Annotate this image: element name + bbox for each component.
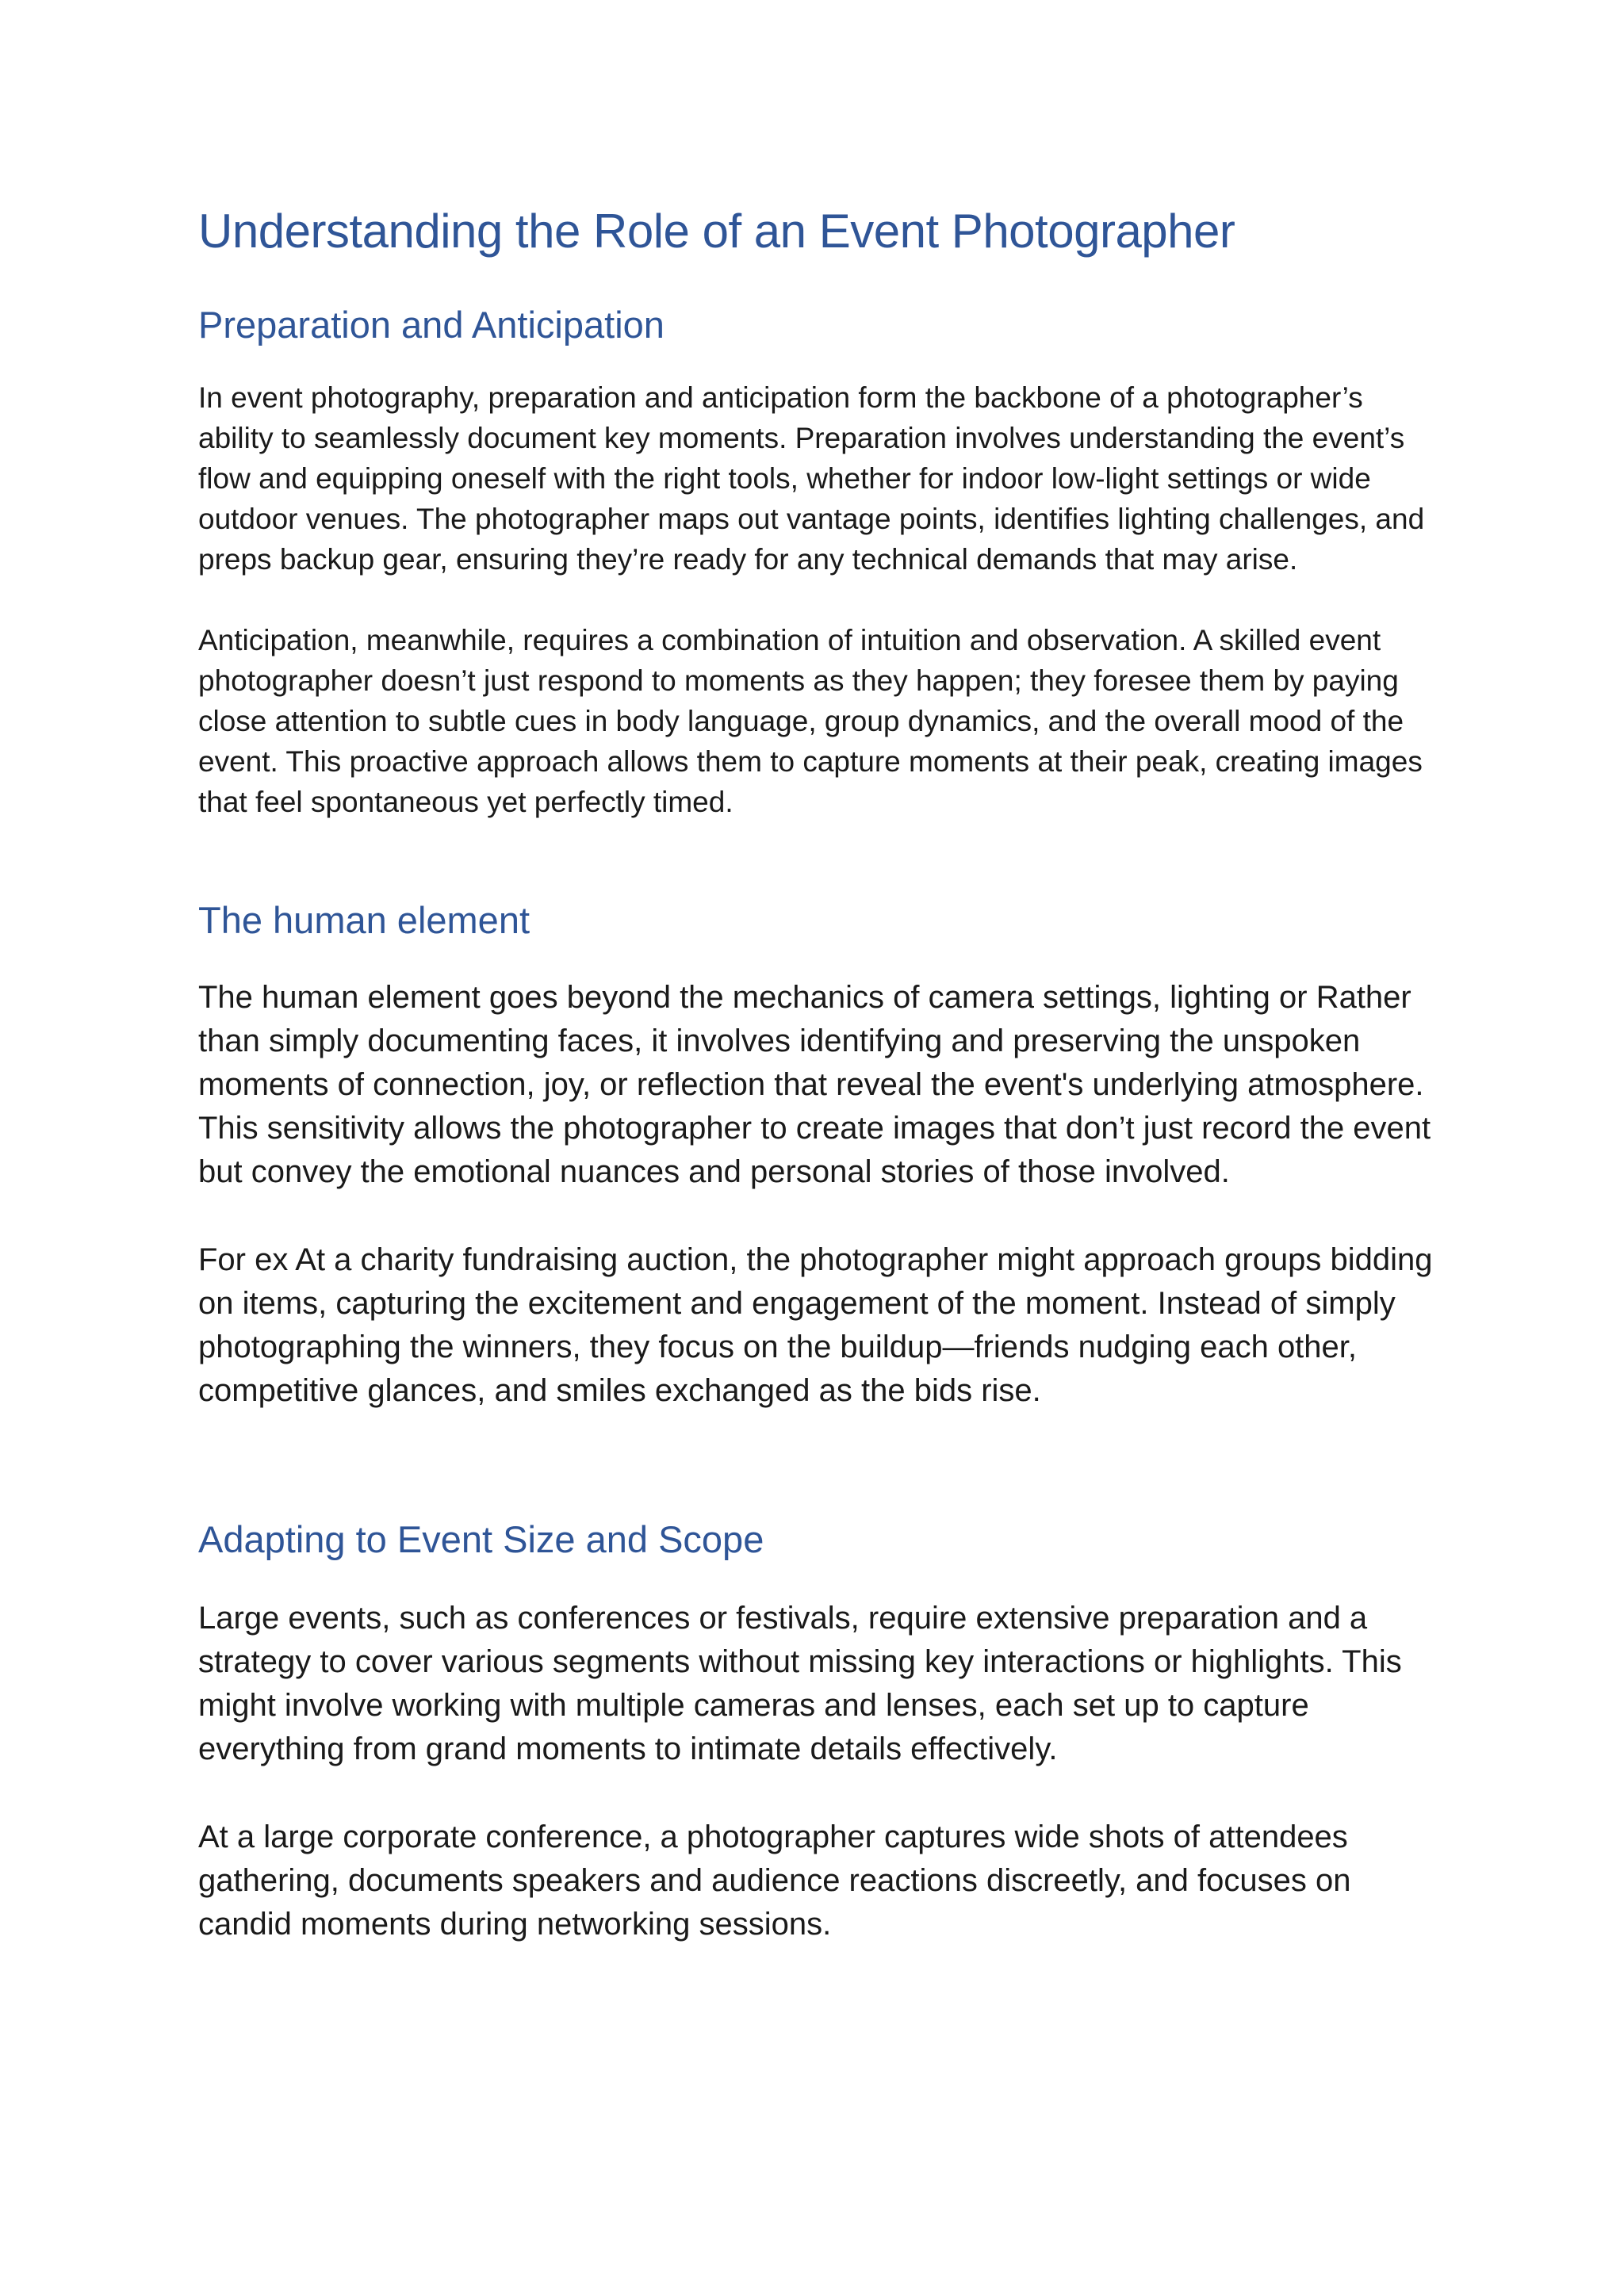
paragraph: Anticipation, meanwhile, requires a combination of intuition and observation. A skilled event photographer doesn’t just respond to moments as they happen; they foresee them by paying close attention to subtle cues in body language, group dynamics, and the overall mood of the event. This proactive approach allows them to capture moments at their peak, creating images that feel spontaneous yet perfectly timed. (198, 624, 1423, 818)
document-body (198, 198, 1443, 1946)
paragraph: Large events, such as conferences or festivals, require extensive preparation and a strategy to cover various segments without missing key interactions or highlights. This might involve working with multiple cameras and lenses, each set up to capture everything from grand moments to intimate details effectively. (198, 1601, 1402, 1766)
section-preparation-and-anticipation (198, 300, 1443, 822)
section-heading: The human element (198, 899, 530, 941)
section-adapting-to-event-size-and-scope (198, 1514, 1443, 1946)
section-the-human-element (198, 895, 1443, 1413)
paragraph: For ex At a charity fundraising auction, the photographer might approach groups bidding on items, capturing the excitement and engagement of the moment. Instead of simply photographing the winners, they focus on the buildup—friends nudging each other, competitive glances, and smiles exchanged as the bids rise. (198, 1242, 1433, 1408)
section-heading: Preparation and Anticipation (198, 304, 665, 346)
document-title: Understanding the Role of an Event Photographer (198, 205, 1235, 258)
paragraph: At a large corporate conference, a photographer captures wide shots of attendees gathering, documents speakers and audience reactions discreetly, and focuses on candid moments during networking sessions. (198, 1820, 1351, 1942)
section-heading: Adapting to Event Size and Scope (198, 1518, 764, 1560)
paragraph: In event photography, preparation and anticipation form the backbone of a photographer’s ability to seamlessly document key moments. Preparation involves understanding the event’s flow and equipping oneself with the right tools, whether for indoor low-light settings or wide outdoor venues. The photographer maps out vantage points, identifies lighting challenges, and preps backup gear, ensuring they’re ready for any technical demands that may arise. (198, 381, 1425, 576)
paragraph: The human element goes beyond the mechanics of camera settings, lighting or Rather than simply documenting faces, it involves identifying and preserving the unspoken moments of connection, joy, or reflection that reveal the event's underlying atmosphere. This sensitivity allows the photographer to create images that don’t just record the event but convey the emotional nuances and personal stories of those involved. (198, 980, 1431, 1189)
